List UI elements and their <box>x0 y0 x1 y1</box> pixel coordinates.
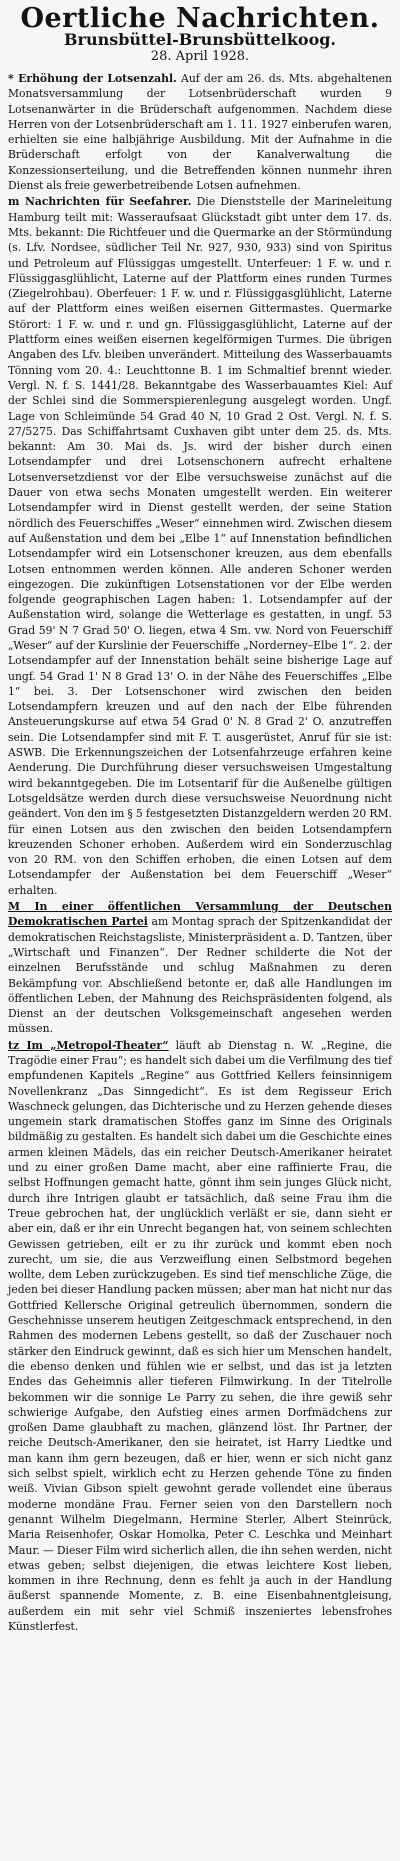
article-body: läuft ab Dienstag n. W. „Regine, die Tragödie einer Frau“; es handelt sich dabei um die Verfilmung des tief empfundenen Kapitels „Regine“ aus Gottfried Kellers feinsinnigem Novellenkranz „Das Sinngedicht“. Es ist dem Regisseur Erich Waschneck gelungen, das Dichterische und zu Herzen gehende dieses ungemein stark dramatischen Stoffes ganz im Sinne des Originals bildmäßig zu gestalten. Es handelt sich dabei um die Geschichte eines armen kleinen Mädels, das ein reicher Deutsch-Amerikaner heiratet und zu einer großen Dame macht, aber eine raffinierte Frau, die selbst Hoffnungen gemacht hatte, gönnt ihm sein junges Glück nicht, durch ihre Intrigen glaubt er tatsächlich, daß seine Frau ihm die Treue gebrochen hat, der unglücklich verläßt er sie, dann sieht er aber ein, daß er ihr ein Unrecht begangen hat, von seinem schlechten Gewissen getrieben, eilt er zu ihr zurück und kommt eben noch zurecht, um sie, die aus Verzweiflung einen Selbstmord begehen wollte, dem Leben zurückzugeben. Es sind tief menschliche Züge, die jeden bei dieser Handlung packen müssen; aber man hat nicht nur das Gottfried Kellersche Original getreulich übernommen, sondern die Geschehnisse unserem heutigen Zeitgeschmack entsprechend, in den Rahmen des modernen Lebens gestellt, so daß der Zuschauer noch stärker den Eindruck gewinnt, daß es sich hier um Menschen handelt, die ebenso denken und fühlen wie er selbst, und das ist ja letzten Endes das Geheimnis aller tieferen Filmwirkung. In der Titelrolle bekommen wir die sonnige Le Parry zu sehen, die ihre gewiß sehr schwierige Aufgabe, den Aufstieg eines armen Dorfmädchens zur großen Dame glaubhaft zu machen, glänzend löst. Ihr Partner, der reiche Deutsch-Amerikaner, den sie heiratet, ist Harry Liedtke und man kann ihm gern bezeugen, daß er hier, wenn er sich nicht ganz sich selbst spielt, wirklich echt zu Herzen gehende Töne zu finden weiß. Vivian Gibson spielt gewohnt gerade vollendet eine überaus moderne mondäne Frau. Ferner seien von den Darstellern noch genannt Wilhelm Diegelmann, Hermine Sterler, Albert Steinrück, Maria Reisenhofer, Oskar Homolka, Peter C. Leschka und Meinhart Maur. — Dieser Film wird sicherlich allen, die ihn sehen werden, nicht etwas geben; selbst diejenigen, die etwas leichtere Kost lieben, kommen in ihre Rechnung, denn es fehlt ja auch in der Handlung äußerst spannende Momente, z. B. eine Eisenbahnentgleisung, außerdem ein mit sehr viel Schmiß inszeniertes lebensfrohes Künstlerfest. <box>8 1038 392 1633</box>
news-column <box>8 71 392 1634</box>
article-lead: * Erhöhung der Lotsenzahl. <box>8 72 177 85</box>
article-versammlung <box>8 899 392 1037</box>
section-headline: Oertliche Nachrichten. <box>20 6 380 28</box>
article-metropol-theater <box>8 1038 392 1635</box>
article-body: am Montag sprach der Spitzenkandidat der demokratischen Reichstagsliste, Ministerpräsident a. D. Tantzen, über „Wirtschaft und Finanzen“. Der Redner schilderte die Not der einzelnen Berufsstände und schlug Maßnahmen zu deren Bekämpfung vor. Abschließend betonte er, daß alle Handlungen im öffentlichen Leben, der Mahnung des Reichspräsidenten folgend, als Dienst an der deutschen Volksgemeinschaft angesehen werden müssen. <box>8 915 392 1036</box>
article-seefahrer <box>8 194 392 898</box>
article-body: Auf der am 26. ds. Mts. abgehaltenen Monatsversammlung der Lotsenbrüderschaft wurden 9 Lotsenanwärter in die Brüderschaft aufgenommen. Nachdem diese Herren von der Lotsenbrüderschaft am 1. 11. 1927 einberufen waren, erhielten sie eine halbjährige Ausbildung. Mit der Aufnahme in die Brüderschaft erfolgt von der Kanalverwaltung die Konzessionserteilung, und die Betreffenden können nunmehr ihren Dienst als freie gewerbetreibende Lotsen aufnehmen. <box>8 72 393 193</box>
article-lotsenzahl <box>8 71 392 193</box>
article-lead: tz Im „Metropol-Theater“ <box>8 1038 169 1052</box>
article-lead: M In einer öffentlichen Versammlung der Deutschen Demokratischen Partei <box>8 900 392 929</box>
article-body: Die Dienststelle der Marineleitung Hamburg teilt mit: Wasseraufsaat Glückstadt gibt unter dem 17. ds. Mts. bekannt: Die Richtfeuer und die Quermarke an der Störmündung (s. Lfv. Nordsee, südlicher Teil Nr. 927, 930, 933) sind von Spiritus und Petroleum auf Flüssiggas umgestellt. Unterfeuer: 1 F. w. und r. Flüssiggasglühlicht, Laterne auf der Plattform eines runden Turmes (Ziegelrohbau). Oberfeuer: 1 F. w. und r. Flüssiggasglühlicht, Laterne auf der Plattform eines weißen eisernen Gittermastes. Quermarke Störort: 1 F. w. und r. und gn. Flüssiggasglühlicht, Laterne auf der Plattform eines weißen eisernen kegelförmigen Turmes. Die übrigen Angaben des Lfv. bleiben unverändert. Mitteilung des Wasserbauamts Tönning vom 20. 4.: Leuchttonne B. 1 im Schmaltief brennt wieder. Vergl. N. f. S. 1441/28. Bekanntgabe des Wasserbauamtes Kiel: Auf der Schlei sind die Sommerspierenlegung ausgelegt worden. Ungf. Lage von Schleimünde 54 Grad 40 N, 10 Grad 2 Ost. Vergl. N. f. S. 27/5275. Das Schiffahrtsamt Cuxhaven gibt unter dem 25. ds. Mts. bekannt: Am 30. Mai ds. Js. wird der bisher durch einen Lotsendampfer und drei Lotsenschonern aufrecht erhaltene Lotsenversetzdienst vor der Elbe versuchsweise zunächst auf die Dauer von etwa sechs Monaten umgestellt werden. Ein weiterer Lotsendampfer wird in Dienst gestellt werden, der seine Station nördlich des Feuerschiffes „Weser“ einnehmen wird. Zwischen diesem auf Außenstation und dem bei „Elbe 1“ auf Innenstation befindlichen Lotsendampfer wird ein Lotsenschoner kreuzen, aus dem ebenfalls Lotsen entnommen werden können. Alle anderen Schoner werden eingezogen. Die zukünftigen Lotsenstationen vor der Elbe werden folgende geographischen Lagen haben: 1. Lotsendampfer auf der Außenstation wird, solange die Wetterlage es gestatten, in ungf. 53 Grad 59' N 7 Grad 50' O. liegen, etwa 4 Sm. vw. Nord von Feuerschiff „Weser“ auf der Kurslinie der Feuerschiffe „Norderney–Elbe 1“. 2. der Lotsendampfer auf der Innenstation behält seine bisherige Lage auf ungf. 54 Grad 1' N 8 Grad 13' O. in der Nähe des Feuerschiffes „Elbe 1“ bei. 3. Der Lotsenschoner wird zwischen den beiden Lotsendampfern kreuzen und auf den nach der Elbe führenden Ansteuerungskurse auf etwa 54 Grad 0' N. 8 Grad 2' O. anzutreffen sein. Die Lotsendampfer sind mit F. T. ausgerüstet, Anruf für sie ist: ASWB. Die Erkennungszeichen der Lotsenfahrzeuge erfahren keine Aenderung. Die Durchführung dieser versuchsweisen Umgestaltung wird bekanntgegeben. Die im Lotsentarif für die Außenelbe gültigen Lotsgeldsätze werden durch diese versuchsweise Neuordnung nicht geändert. Von den im § 5 festgesetzten Distanzgeldern werden 20 RM. für einen Lotsen aus den zwischen den beiden Lotsendampfern kreuzenden Schoner erhoben. Außerdem wird ein Sonderzuschlag von 20 RM. von den Schiffen erhoben, die einen Lotsen auf dem Lotsendampfer der Außenstation bei dem Feuerschiff „Weser“ erhalten. <box>8 195 392 897</box>
location-subheadline: Brunsbüttel-Brunsbüttelkoog. <box>64 30 336 49</box>
article-lead: m Nachrichten für Seefahrer. <box>8 195 192 209</box>
issue-date: 28. April 1928. <box>150 49 250 64</box>
